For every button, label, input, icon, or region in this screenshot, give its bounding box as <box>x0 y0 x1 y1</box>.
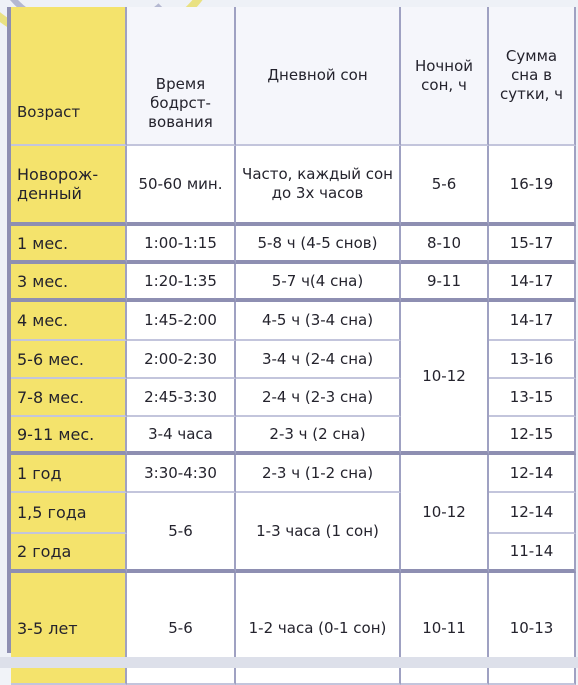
age-cell: 2 года <box>11 534 127 573</box>
wake-cell: 2:00-2:30 <box>127 341 236 379</box>
wake-cell: 50-60 мин. <box>127 146 236 226</box>
age-cell: 5-6 мес. <box>11 341 127 379</box>
day-sleep-cell: 5-8 ч (4-5 снов) <box>236 226 401 264</box>
total-sleep-cell: 11-14 <box>489 534 576 573</box>
wake-cell: 1:20-1:35 <box>127 264 236 302</box>
header-total-sleep: Сумма сна в сутки, ч <box>489 7 576 146</box>
night-sleep-cell: 10-12 <box>401 455 489 573</box>
header-wake-time: Время бодрст-вования <box>127 7 236 146</box>
wake-cell: 3:30-4:30 <box>127 455 236 493</box>
total-sleep-cell: 12-14 <box>489 455 576 493</box>
total-sleep-cell: 15-17 <box>489 226 576 264</box>
age-cell: 1,5 года <box>11 493 127 534</box>
age-cell: 3-5 лет <box>11 573 127 685</box>
age-cell: 1 мес. <box>11 226 127 264</box>
night-sleep-cell: 5-6 <box>401 146 489 226</box>
sleep-schedule-table <box>7 7 572 653</box>
day-sleep-cell: 1-2 часа (0-1 сон) <box>236 573 401 685</box>
total-sleep-cell: 10-13 <box>489 573 576 685</box>
total-sleep-cell: 13-16 <box>489 341 576 379</box>
wake-cell: 2:45-3:30 <box>127 379 236 417</box>
day-sleep-cell: Часто, каждый сон до 3х часов <box>236 146 401 226</box>
total-sleep-cell: 12-15 <box>489 417 576 455</box>
wake-cell: 5-6 <box>127 573 236 685</box>
age-cell: 9-11 мес. <box>11 417 127 455</box>
wake-cell: 5-6 <box>127 493 236 573</box>
day-sleep-cell: 5-7 ч(4 сна) <box>236 264 401 302</box>
wake-cell: 3-4 часа <box>127 417 236 455</box>
wake-cell: 1:45-2:00 <box>127 302 236 341</box>
day-sleep-cell: 2-3 ч (2 сна) <box>236 417 401 455</box>
header-day-sleep: Дневной сон <box>236 7 401 146</box>
day-sleep-cell: 1-3 часа (1 сон) <box>236 493 401 573</box>
day-sleep-cell: 2-4 ч (2-3 сна) <box>236 379 401 417</box>
total-sleep-cell: 14-17 <box>489 302 576 341</box>
total-sleep-cell: 14-17 <box>489 264 576 302</box>
age-cell: 7-8 мес. <box>11 379 127 417</box>
total-sleep-cell: 12-14 <box>489 493 576 534</box>
header-night-sleep: Ночной сон, ч <box>401 7 489 146</box>
age-cell: 4 мес. <box>11 302 127 341</box>
age-cell: 3 мес. <box>11 264 127 302</box>
night-sleep-cell: 10-11 <box>401 573 489 685</box>
night-sleep-cell: 10-12 <box>401 302 489 455</box>
age-cell: 1 год <box>11 455 127 493</box>
page-bottom-edge <box>0 657 578 668</box>
total-sleep-cell: 16-19 <box>489 146 576 226</box>
age-cell: Новорож-денный <box>11 146 127 226</box>
header-age: Возраст <box>11 7 127 146</box>
day-sleep-cell: 3-4 ч (2-4 сна) <box>236 341 401 379</box>
day-sleep-cell: 4-5 ч (3-4 сна) <box>236 302 401 341</box>
wake-cell: 1:00-1:15 <box>127 226 236 264</box>
day-sleep-cell: 2-3 ч (1-2 сна) <box>236 455 401 493</box>
night-sleep-cell: 9-11 <box>401 264 489 302</box>
total-sleep-cell: 13-15 <box>489 379 576 417</box>
night-sleep-cell: 8-10 <box>401 226 489 264</box>
